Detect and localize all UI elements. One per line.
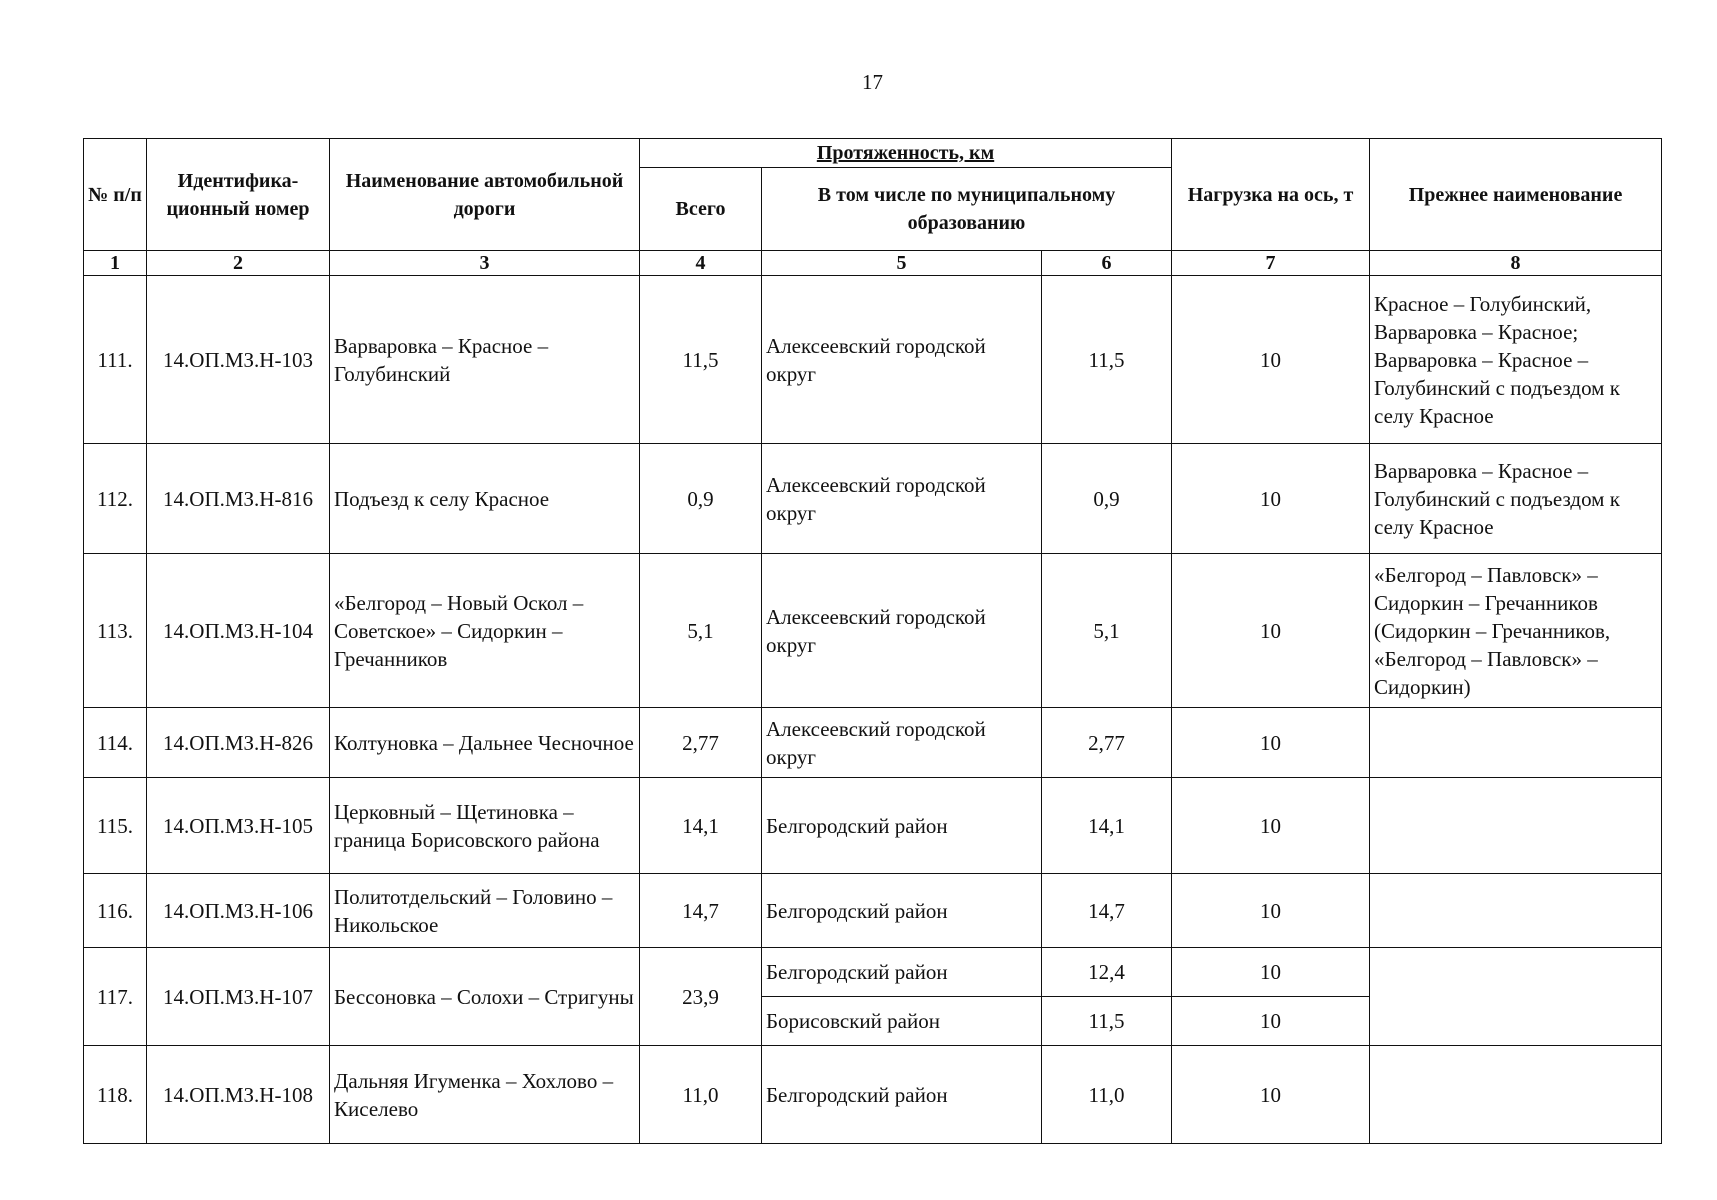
municipality: Алексеевский городской округ: [762, 708, 1042, 778]
axle-load: 10: [1172, 708, 1370, 778]
axle-load: 10: [1172, 276, 1370, 444]
road-name: Колтуновка – Дальнее Чесночное: [330, 708, 640, 778]
municipal-length: 0,9: [1042, 444, 1172, 554]
former-name: «Белгород – Павловск» – Сидоркин – Гречанников (Сидоркин – Гречанников, «Белгород – Павловск» – Сидоркин): [1370, 554, 1662, 708]
row-number: 115.: [84, 778, 147, 874]
table-row: [84, 276, 1662, 444]
column-number: 5: [762, 251, 1042, 276]
road-id: 14.ОП.МЗ.Н-108: [147, 1046, 330, 1144]
header-axle-load: Нагрузка на ось, т: [1172, 139, 1370, 251]
length-total: 11,5: [640, 276, 762, 444]
row-number: 111.: [84, 276, 147, 444]
road-id: 14.ОП.МЗ.Н-107: [147, 948, 330, 1046]
municipality: Алексеевский городской округ: [762, 276, 1042, 444]
municipal-length: 11,5: [1042, 276, 1172, 444]
table-row: [84, 554, 1662, 708]
table-row: [84, 1046, 1662, 1144]
road-id: 14.ОП.МЗ.Н-105: [147, 778, 330, 874]
header-id: Идентифика- ционный номер: [147, 139, 330, 251]
municipal-length: 11,5: [1042, 997, 1172, 1046]
road-id: 14.ОП.МЗ.Н-106: [147, 874, 330, 948]
header-length: Протяженность, км: [640, 139, 1172, 168]
former-name: Красное – Голубинский, Варваровка – Красное; Варваровка – Красное – Голубинский с подъездом к селу Красное: [1370, 276, 1662, 444]
road-id: 14.ОП.МЗ.Н-816: [147, 444, 330, 554]
axle-load: 10: [1172, 554, 1370, 708]
row-number: 117.: [84, 948, 147, 1046]
municipality: Алексеевский городской округ: [762, 554, 1042, 708]
municipality: Белгородский район: [762, 874, 1042, 948]
road-name: Варваровка – Красное – Голубинский: [330, 276, 640, 444]
road-name: Политотдельский – Головино – Никольское: [330, 874, 640, 948]
column-numbers-row: [84, 251, 1662, 276]
road-name: Церковный – Щетиновка – граница Борисовского района: [330, 778, 640, 874]
header-num: № п/п: [84, 139, 147, 251]
axle-load: 10: [1172, 444, 1370, 554]
row-number: 112.: [84, 444, 147, 554]
header-municipal: В том числе по муниципальному образованию: [762, 168, 1172, 251]
municipal-length: 14,1: [1042, 778, 1172, 874]
column-number: 3: [330, 251, 640, 276]
municipal-length: 11,0: [1042, 1046, 1172, 1144]
header-former-name: Прежнее наименование: [1370, 139, 1662, 251]
road-id: 14.ОП.МЗ.Н-826: [147, 708, 330, 778]
column-number: 1: [84, 251, 147, 276]
former-name: [1370, 708, 1662, 778]
column-number: 4: [640, 251, 762, 276]
table-row: [84, 444, 1662, 554]
length-total: 0,9: [640, 444, 762, 554]
length-total: 5,1: [640, 554, 762, 708]
municipality: Белгородский район: [762, 1046, 1042, 1144]
header-row: [84, 139, 1662, 168]
row-number: 118.: [84, 1046, 147, 1144]
axle-load: 10: [1172, 874, 1370, 948]
table-row: [84, 708, 1662, 778]
page-number: 17: [862, 70, 883, 94]
road-name: Подъезд к селу Красное: [330, 444, 640, 554]
axle-load: 10: [1172, 997, 1370, 1046]
municipal-length: 14,7: [1042, 874, 1172, 948]
former-name: [1370, 778, 1662, 874]
row-number: 116.: [84, 874, 147, 948]
length-total: 11,0: [640, 1046, 762, 1144]
former-name: [1370, 948, 1662, 1046]
axle-load: 10: [1172, 948, 1370, 997]
road-name: Дальняя Игуменка – Хохлово – Киселево: [330, 1046, 640, 1144]
road-id: 14.ОП.МЗ.Н-104: [147, 554, 330, 708]
table-row: [84, 778, 1662, 874]
road-name: «Белгород – Новый Оскол – Советское» – Сидоркин – Гречанников: [330, 554, 640, 708]
former-name: [1370, 1046, 1662, 1144]
length-total: 14,1: [640, 778, 762, 874]
length-total: 2,77: [640, 708, 762, 778]
municipal-length: 12,4: [1042, 948, 1172, 997]
table-row: [84, 874, 1662, 948]
municipality: Борисовский район: [762, 997, 1042, 1046]
header-road-name: Наименование автомобильной дороги: [330, 139, 640, 251]
municipality: Алексеевский городской округ: [762, 444, 1042, 554]
header-total: Всего: [640, 168, 762, 251]
length-total: 23,9: [640, 948, 762, 1046]
column-number: 7: [1172, 251, 1370, 276]
municipality: Белгородский район: [762, 948, 1042, 997]
axle-load: 10: [1172, 1046, 1370, 1144]
row-number: 114.: [84, 708, 147, 778]
column-number: 6: [1042, 251, 1172, 276]
road-name: Бессоновка – Солохи – Стригуны: [330, 948, 640, 1046]
former-name: [1370, 874, 1662, 948]
road-id: 14.ОП.МЗ.Н-103: [147, 276, 330, 444]
roads-table: [83, 138, 1662, 1144]
municipal-length: 2,77: [1042, 708, 1172, 778]
municipality: Белгородский район: [762, 778, 1042, 874]
length-total: 14,7: [640, 874, 762, 948]
column-number: 2: [147, 251, 330, 276]
axle-load: 10: [1172, 778, 1370, 874]
municipal-length: 5,1: [1042, 554, 1172, 708]
column-number: 8: [1370, 251, 1662, 276]
row-number: 113.: [84, 554, 147, 708]
table-row: [84, 948, 1662, 997]
former-name: Варваровка – Красное – Голубинский с подъездом к селу Красное: [1370, 444, 1662, 554]
